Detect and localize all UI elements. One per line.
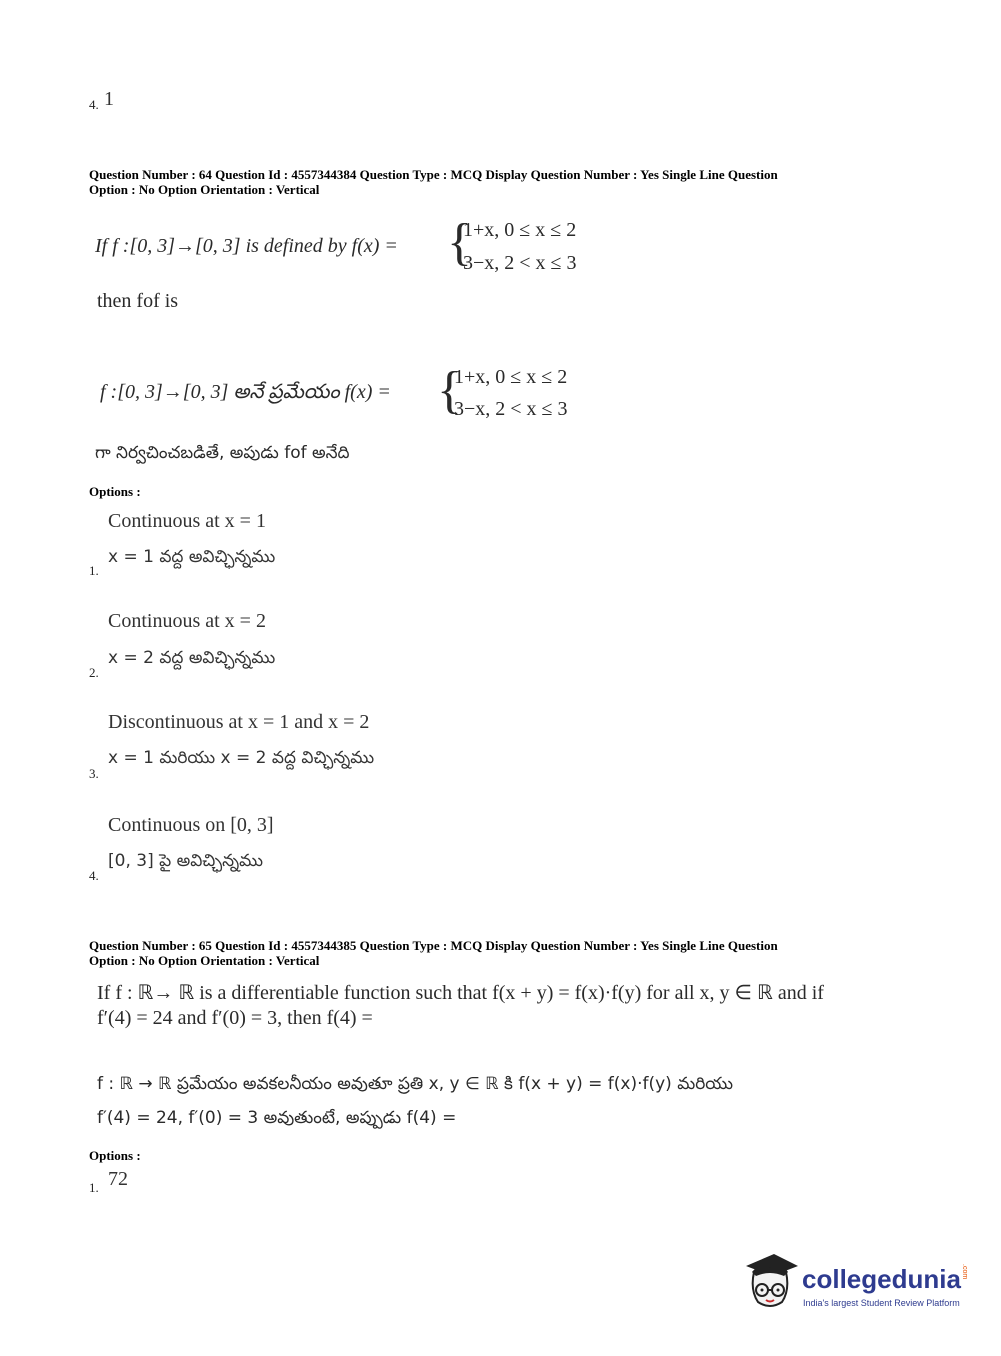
q64-telugu-brace: {	[437, 362, 462, 419]
q64-telugu-piece1: 1+x, 0 ≤ x ≤ 2	[454, 366, 568, 388]
q64-piece2: 3−x, 2 < x ≤ 3	[463, 252, 577, 274]
q64-option3-telugu: x = 1 మరియు x = 2 వద్ద విచ్ఛిన్నము	[108, 748, 375, 768]
q65-telugu-line2: f′(4) = 24, f′(0) = 3 అవుతుంటే, అప్పుడు f(4) =	[97, 1108, 457, 1128]
q64-telugu-piece2: 3−x, 2 < x ≤ 3	[454, 398, 568, 420]
q64-options-label: Options :	[89, 484, 141, 499]
q64-english-suffix: then fof is	[97, 290, 179, 312]
logo-tagline: India's largest Student Review Platform	[803, 1298, 960, 1308]
q64-option4-english: Continuous on [0, 3]	[108, 814, 274, 836]
q64-option3-english: Discontinuous at x = 1 and x = 2	[108, 711, 370, 733]
collegedunia-mascot-icon	[740, 1250, 800, 1310]
q64-option1-number: 1.	[89, 563, 99, 578]
q64-option3-number: 3.	[89, 766, 99, 781]
logo-name: collegedunia	[802, 1264, 961, 1294]
q65-option1-value: 72	[108, 1168, 128, 1190]
q64-brace: {	[447, 214, 472, 271]
q65-option1-number: 1.	[89, 1180, 99, 1195]
prev-option-value: 1	[104, 88, 114, 110]
q64-piece1: 1+x, 0 ≤ x ≤ 2	[463, 219, 577, 241]
prev-option-number: 4.	[89, 97, 99, 112]
q64-telugu-prefix: f :[0, 3]→[0, 3] అనే ప్రమేయం f(x) =	[100, 381, 391, 403]
q64-meta-line1: Question Number : 64 Question Id : 4557344384 Question Type : MCQ Display Question Number : Yes Single Line Question	[89, 167, 778, 182]
q64-option2-number: 2.	[89, 665, 99, 680]
q64-option2-telugu: x = 2 వద్ద అవిచ్ఛిన్నము	[108, 648, 276, 668]
q64-telugu-suffix: గా నిర్వచించబడితే, అపుడు fof అనేది	[95, 443, 350, 463]
q64-option4-number: 4.	[89, 868, 99, 883]
q64-option2-english: Continuous at x = 2	[108, 610, 266, 632]
logo-com: .com	[961, 1264, 968, 1280]
q65-telugu-line1: f : ℝ → ℝ ప్రమేయం అవకలనీయం అవుతూ ప్రతి x, y ∈ ℝ కి f(x + y) = f(x)·f(y) మరియు	[97, 1074, 734, 1094]
q65-english-line1: If f : ℝ→ ℝ is a differentiable function such that f(x + y) = f(x)·f(y) for all x, y ∈ ℝ and if	[97, 982, 824, 1004]
q65-meta-line2: Option : No Option Orientation : Vertical	[89, 953, 320, 968]
q65-options-label: Options :	[89, 1148, 141, 1163]
q65-english-line2: f′(4) = 24 and f′(0) = 3, then f(4) =	[97, 1007, 373, 1029]
q64-option1-english: Continuous at x = 1	[108, 510, 266, 532]
q65-meta-line1: Question Number : 65 Question Id : 4557344385 Question Type : MCQ Display Question Number : Yes Single Line Question	[89, 938, 778, 953]
q64-option1-telugu: x = 1 వద్ద అవిచ్ఛిన్నము	[108, 547, 276, 567]
q64-option4-telugu: [0, 3] పై అవిచ్ఛిన్నము	[108, 851, 263, 871]
q64-meta-line2: Option : No Option Orientation : Vertical	[89, 182, 320, 197]
q64-english-prefix: If f :[0, 3]→[0, 3] is defined by f(x) =	[95, 235, 398, 257]
